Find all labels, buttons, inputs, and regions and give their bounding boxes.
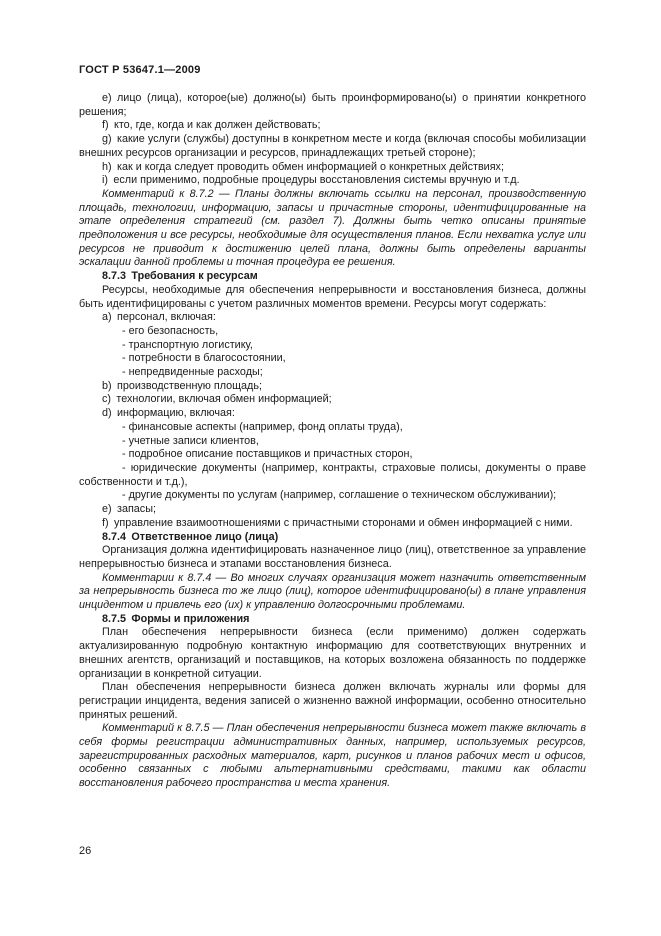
list-item-dash: - потребности в благосостоянии, — [122, 352, 286, 365]
comment-paragraph: Комментарии к 8.7.4 — Во многих случаях организация может назначить ответственным за непрерывность бизнеса то же лицо (лиц), которое идентифицировано(ы) в плане управления инцидентом и привлечь его (их) к управлению долгосрочными проблемами. — [79, 571, 586, 612]
comment-paragraph: Комментарий к 8.7.2 — Планы должны включать ссылки на персонал, производственную площадь, технологии, информацию, запасы и причастные стороны, идентифицированные на этапе определения стратегий (см. раздел 7). Должны быть четко описаны принятые предположения и все ресурсы, необходимые для осуществления планов. Если нехватка услуг или ресурсов не приводит к достижению целей плана, должны быть определены варианты эскалации данной проблемы и точная процедура ее решения. — [79, 187, 586, 269]
list-item-dash: - учетные записи клиентов, — [122, 434, 259, 447]
list-item-letter: g) какие услуги (службы) доступны в конкретном месте и когда (включая способы мобилизации внешних ресурсов организации и ресурсов, принадлежащих третьей стороне); — [79, 133, 586, 159]
list-item-letter: c) технологии, включая обмен информацией; — [102, 393, 332, 406]
section-heading: 8.7.4 Ответственное лицо (лица) — [102, 530, 279, 543]
document-header-standard-number: ГОСТ Р 53647.1—2009 — [79, 64, 201, 76]
list-item-letter: e) лицо (лица), которое(ые) должно(ы) быть проинформировано(ы) о принятии конкретного решения; — [79, 92, 586, 118]
list-item-letter: i) если применимо, подробные процедуры восстановления системы вручную и т.д. — [102, 174, 520, 187]
list-item-letter: f) управление взаимоотношениями с причастными сторонами и обмен информацией с ними. — [102, 516, 573, 529]
comment-paragraph: Комментарий к 8.7.5 — План обеспечения непрерывности бизнеса может также включать в себя формы регистрации административных данных, например, используемых ресурсов, зарегистрированных расходных материалов, карт, рисунков и планов рабочих мест и офисов, особенно связанных с любыми альтернативными средствами, такими как области восстановления рабочего пространства и места хранения. — [79, 722, 586, 790]
list-item-dash: - транспортную логистику, — [122, 338, 253, 351]
document-body — [79, 92, 586, 791]
list-item-letter: f) кто, где, когда и как должен действовать; — [102, 119, 321, 132]
paragraph: План обеспечения непрерывности бизнеса (если применимо) должен содержать актуализированную подробную контактную информацию для соответствующих внутренних и внешних агентств, организаций и поставщиков, на которых возложена обязанность по поддержке организации в конкретной ситуации. — [79, 626, 586, 680]
list-item-dash: - другие документы по услугам (например, соглашение о техническом обслуживании); — [122, 489, 557, 502]
section-heading: 8.7.3 Требования к ресурсам — [102, 270, 258, 283]
list-item-letter: h) как и когда следует проводить обмен информацией о конкретных действиях; — [102, 160, 504, 173]
list-item-letter: d) информацию, включая: — [102, 407, 235, 420]
list-item-dash: - юридические документы (например, контракты, страховые полисы, документы о праве собственности и т.д.), — [79, 461, 586, 488]
paragraph: План обеспечения непрерывности бизнеса должен включать журналы или формы для регистрации инцидента, ведения записей о жизненно важной информации, особенно относительно принятых решений. — [79, 681, 586, 721]
list-item-dash: - финансовые аспекты (например, фонд оплаты труда), — [122, 420, 403, 433]
list-item-dash: - непредвиденные расходы; — [122, 366, 263, 379]
list-item-letter: b) производственную площадь; — [102, 379, 262, 392]
list-item-dash: - подробное описание поставщиков и причастных сторон, — [122, 448, 413, 461]
paragraph: Ресурсы, необходимые для обеспечения непрерывности и восстановления бизнеса, должны быть идентифицированы с учетом различных моментов времени. Ресурсы могут содержать: — [79, 283, 586, 310]
page-number: 26 — [79, 845, 92, 857]
list-item-letter: a) персонал, включая: — [102, 311, 216, 324]
list-item-letter: e) запасы; — [102, 503, 156, 516]
section-heading: 8.7.5 Формы и приложения — [102, 612, 250, 625]
list-item-dash: - его безопасность, — [122, 324, 219, 337]
paragraph: Организация должна идентифицировать назначенное лицо (лиц), ответственное за управление непрерывностью бизнеса и этапами восстановления бизнеса. — [79, 544, 586, 570]
